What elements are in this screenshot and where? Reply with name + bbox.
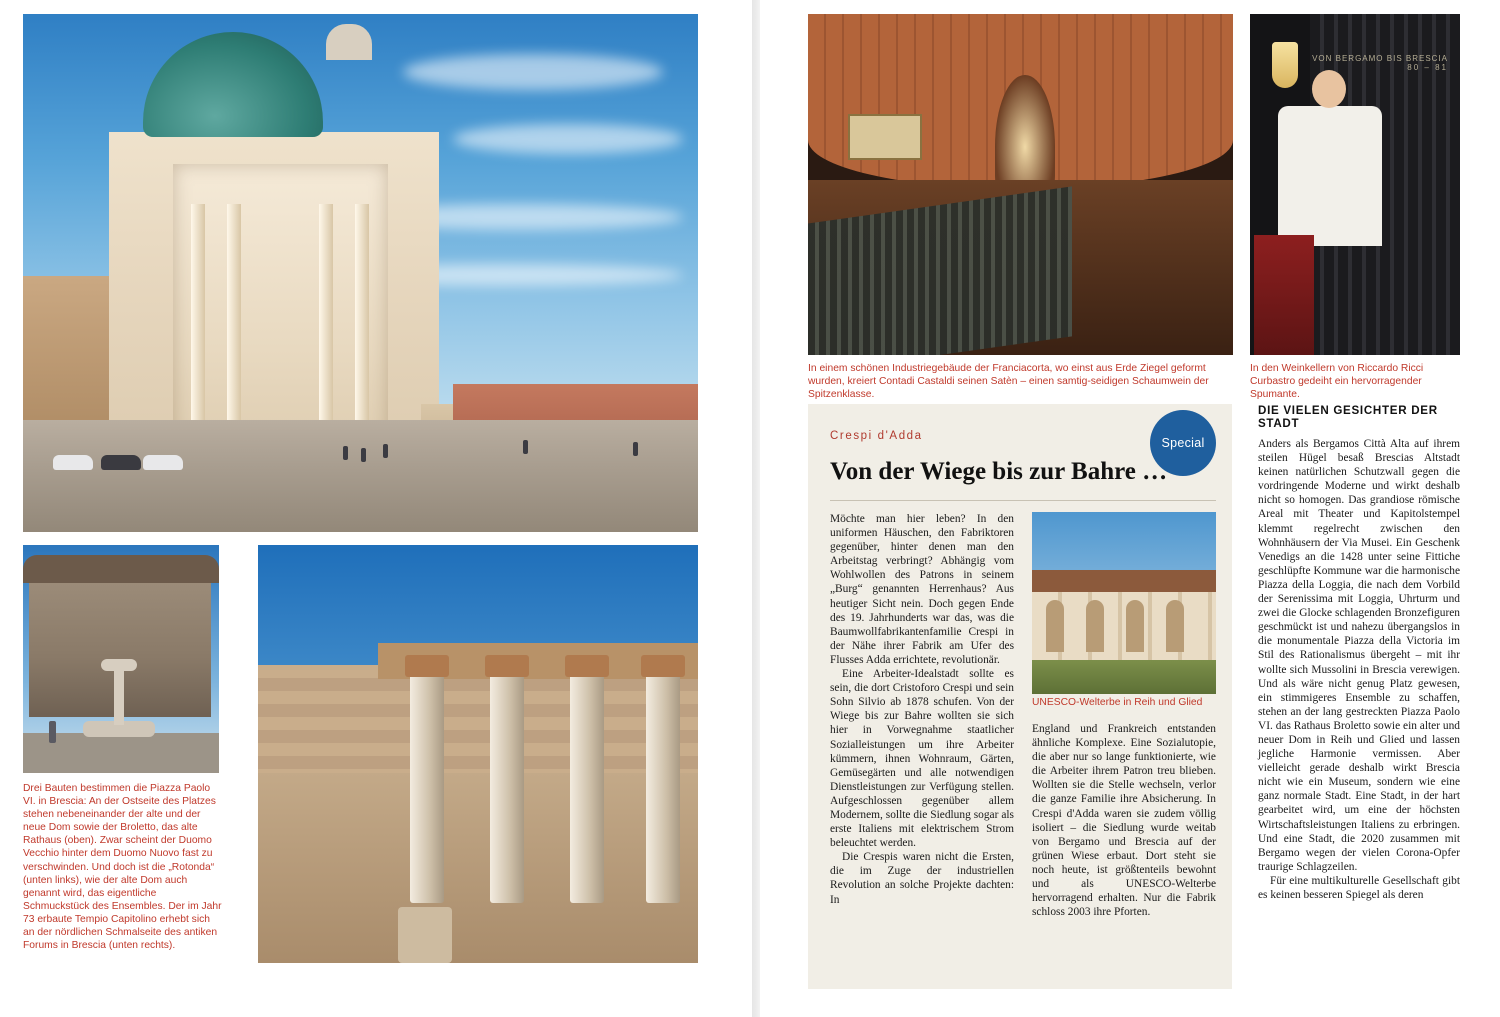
temple-column xyxy=(490,673,524,903)
article-body xyxy=(1258,437,1460,902)
window-arch xyxy=(1046,600,1064,652)
caption-cellar-photo: In einem schönen Industriegebäude der Franciacorta, wo einst aus Erde Ziegel geformt wurden, kreiert Contadi Castaldi seinen Satèn – einen samtig-seidigen Schaumwein der Spitzenklasse. xyxy=(808,363,1209,401)
photo-rotonda-fountain xyxy=(23,545,219,773)
photo-tempio-capitolino xyxy=(258,545,698,963)
roofline xyxy=(1032,570,1216,594)
winemaker-body xyxy=(1278,106,1382,246)
wine-glass xyxy=(1272,42,1298,88)
photo-franciacorta-cellar xyxy=(808,14,1233,355)
special-badge: Special xyxy=(1150,410,1216,476)
column-capital xyxy=(565,655,609,677)
cloud xyxy=(453,124,683,154)
special-kicker: Crespi d'Adda xyxy=(830,430,923,442)
pedestrian xyxy=(343,446,348,460)
special-headline: Von der Wiege bis zur Bahre … xyxy=(830,458,1168,485)
photo-crespi-dadda-houses xyxy=(1032,512,1216,694)
cloud xyxy=(403,54,663,90)
column-capital xyxy=(485,655,529,677)
photo-winemaker-curbastro xyxy=(1250,14,1460,355)
window-arch xyxy=(1086,600,1104,652)
page-numbers: 80 – 81 xyxy=(1407,63,1448,72)
divider xyxy=(830,500,1216,501)
parked-car xyxy=(53,455,93,470)
winemaker-head xyxy=(1312,70,1346,108)
article-column xyxy=(1258,404,1460,902)
paragraph: England und Frankreich entstanden ähnliche Komplexe. Eine Sozialutopie, die aber nur so lange funktionierte, wie die Arbeiter ihrem Patron treu blieben. Wollten sie die Stelle wechseln, verlor die ganze Familie ihre Absicherung. In Crespi d'Adda waren sie zudem völlig isoliert – die Siedlung wurde weitab von Bergamo und Brescia auf der grünen Wiese erbaut. Dort steht sie noch heute, ist größtenteils bewohnt und als UNESCO-Welterbe hervorragend erhalten. Nur die Fabrik schloss 2003 ihre Pforten. xyxy=(1032,723,1216,919)
running-head-overlay xyxy=(1312,54,1448,72)
paragraph: Für eine multikulturelle Gesellschaft gibt es keinen besseren Spiegel als deren xyxy=(1258,874,1460,901)
caption-unesco-photo: UNESCO-Welterbe in Reih und Glied xyxy=(1032,697,1203,708)
paragraph: Eine Arbeiter-Idealstadt sollte es sein, die dort Cristoforo Crespi und sein Sohn Silvio ab 1878 schufen. Von der Wiege bis zur Bahre wollten sie sich hier in Vorwegnahme staatlicher Sozialleistungen um ihre Arbeiter kümmern, ihnen Wohnraum, Gärten, Gemüsegärten und alle notwendigen Dienstleistungen zur Verfügung stellen. Aufgeschlossen gegenüber allem Modernem, sollte die Siedlung sogar als erste Italiens mit elektrischem Strom beleuchtet werden. xyxy=(830,668,1014,850)
special-column-1 xyxy=(830,512,1014,972)
paragraph: Anders als Bergamos Città Alta auf ihrem steilen Hügel besaß Brescias Altstadt keinen natürlichen Schutzwall gegen die vordringende Moderne und wirkt deshalb nicht so homogen. Das grandiose römische Areal mit Theater und Kapitolstempel klemmt regelrecht zwischen den Wohnhäusern der Via Musei. Ein Geschenk Venedigs an die 1428 unter seine Fittiche geschlüpfte Kommune war die harmonische Piazza della Loggia, die nach dem Vorbild der Serenissima mit Loggia, Uhrturm und zwei die Glocke schlagenden Bronzefiguren geschmückt ist und nahezu übergangslos in die monumentale Piazza della Victoria im Stil des Rationalismus übergeht – mit ihr wollte sich Mussolini in Brescia verewigen. Und als wäre nicht genug Platz gewesen, ein stimmigeres Ensemble zu schaffen, stehen an der lang gestreckten Piazza Paolo VI. das Rathaus Broletto sowie ein alter und neuer Dom in Reih und Glied und lassen jegliche Harmonie vermissen. Aber vielleicht gerade deshalb wirkt Brescia nicht wie ein Museum, sondern wie eine ganz normale Stadt. Eine Stadt, in der hart gearbeitet wird, um eine der höchsten Wirtschaftsleistungen Italiens zu erbringen. Und eine Stadt, die 2020 zusammen mit Bergamo wegen der vielen Corona-Opfer traurige Schlagzeilen. xyxy=(1258,438,1460,873)
lawn xyxy=(1032,660,1216,694)
special-column-2 xyxy=(1032,722,1216,972)
running-head-text: VON BERGAMO BIS BRESCIA xyxy=(1312,54,1448,63)
fountain-stem xyxy=(114,663,124,725)
photo-duomo-piazza-paolo-vi xyxy=(23,14,698,532)
wall-plaque xyxy=(848,114,922,160)
window-arch xyxy=(1126,600,1144,652)
temple-column xyxy=(410,673,444,903)
piazza-pavement xyxy=(23,420,698,532)
temple-column xyxy=(646,673,680,903)
fountain-top-basin xyxy=(101,659,137,671)
right-page xyxy=(760,0,1500,1017)
window-arch xyxy=(1166,600,1184,652)
parked-car xyxy=(143,455,183,470)
pedestrian xyxy=(523,440,528,454)
pedestrian xyxy=(383,444,388,458)
fallen-capital xyxy=(398,907,452,963)
fountain xyxy=(83,641,155,737)
caption-winemaker-photo: In den Weinkellern von Riccardo Ricci Curbastro gedeiht ein hervorragender Spumante. xyxy=(1250,363,1424,401)
dome-lantern xyxy=(326,24,372,60)
rotonda-roof xyxy=(23,555,219,583)
caption-piazza-photos: Drei Bauten bestimmen die Piazza Paolo VI. in Brescia: An der Ostseite des Platzes stehen nebeneinander der alte und der neue Dom sowie der Broletto, das alte Rathaus (oben). Zwar scheint der Duomo Vecchio hinter dem Duomo Nuovo fast zu verschwinden. Und doch ist die „Rotonda“ (unten links), wie der alte Dom auch genannt wird, das eigentliche Schmuckstück des Ensembles. Der im Jahr 73 erbaute Tempio Capitolino erhebt sich an der nördlichen Schmalseite des antiken Forums in Brescia (unten rechts). xyxy=(23,783,222,952)
temple-podium xyxy=(258,773,698,963)
temple-column xyxy=(570,673,604,903)
article-heading: DIE VIELEN GESICHTER DER STADT xyxy=(1258,404,1438,430)
pedestrian xyxy=(361,448,366,462)
special-feature-box xyxy=(808,404,1232,989)
paragraph: Möchte man hier leben? In den uniformen Häuschen, den Fabriktoren gegenüber, hinter denen man den Arbeitstag verbringt? Abhängig vom Wohlwollen des Patrons in seinem „Burg“ genannten Herrenhaus? Aus heutiger Sicht nein. Doch gegen Ende des 19. Jahrhunderts war das, was die Baumwollfabrikantenfamilie Crespi in der Nähe ihrer Fabrik am Ufer des Flusses Adda errichtete, revolutionär. xyxy=(830,513,1014,666)
paragraph: Die Crespis waren nicht die Ersten, die im Zuge der industriellen Revolution an solche Projekte dachten: In xyxy=(830,851,1014,906)
pedestrian xyxy=(633,442,638,456)
pedestrian xyxy=(49,721,56,743)
column-capital xyxy=(641,655,685,677)
column-capital xyxy=(405,655,449,677)
parked-car xyxy=(101,455,141,470)
red-drape xyxy=(1254,235,1314,355)
